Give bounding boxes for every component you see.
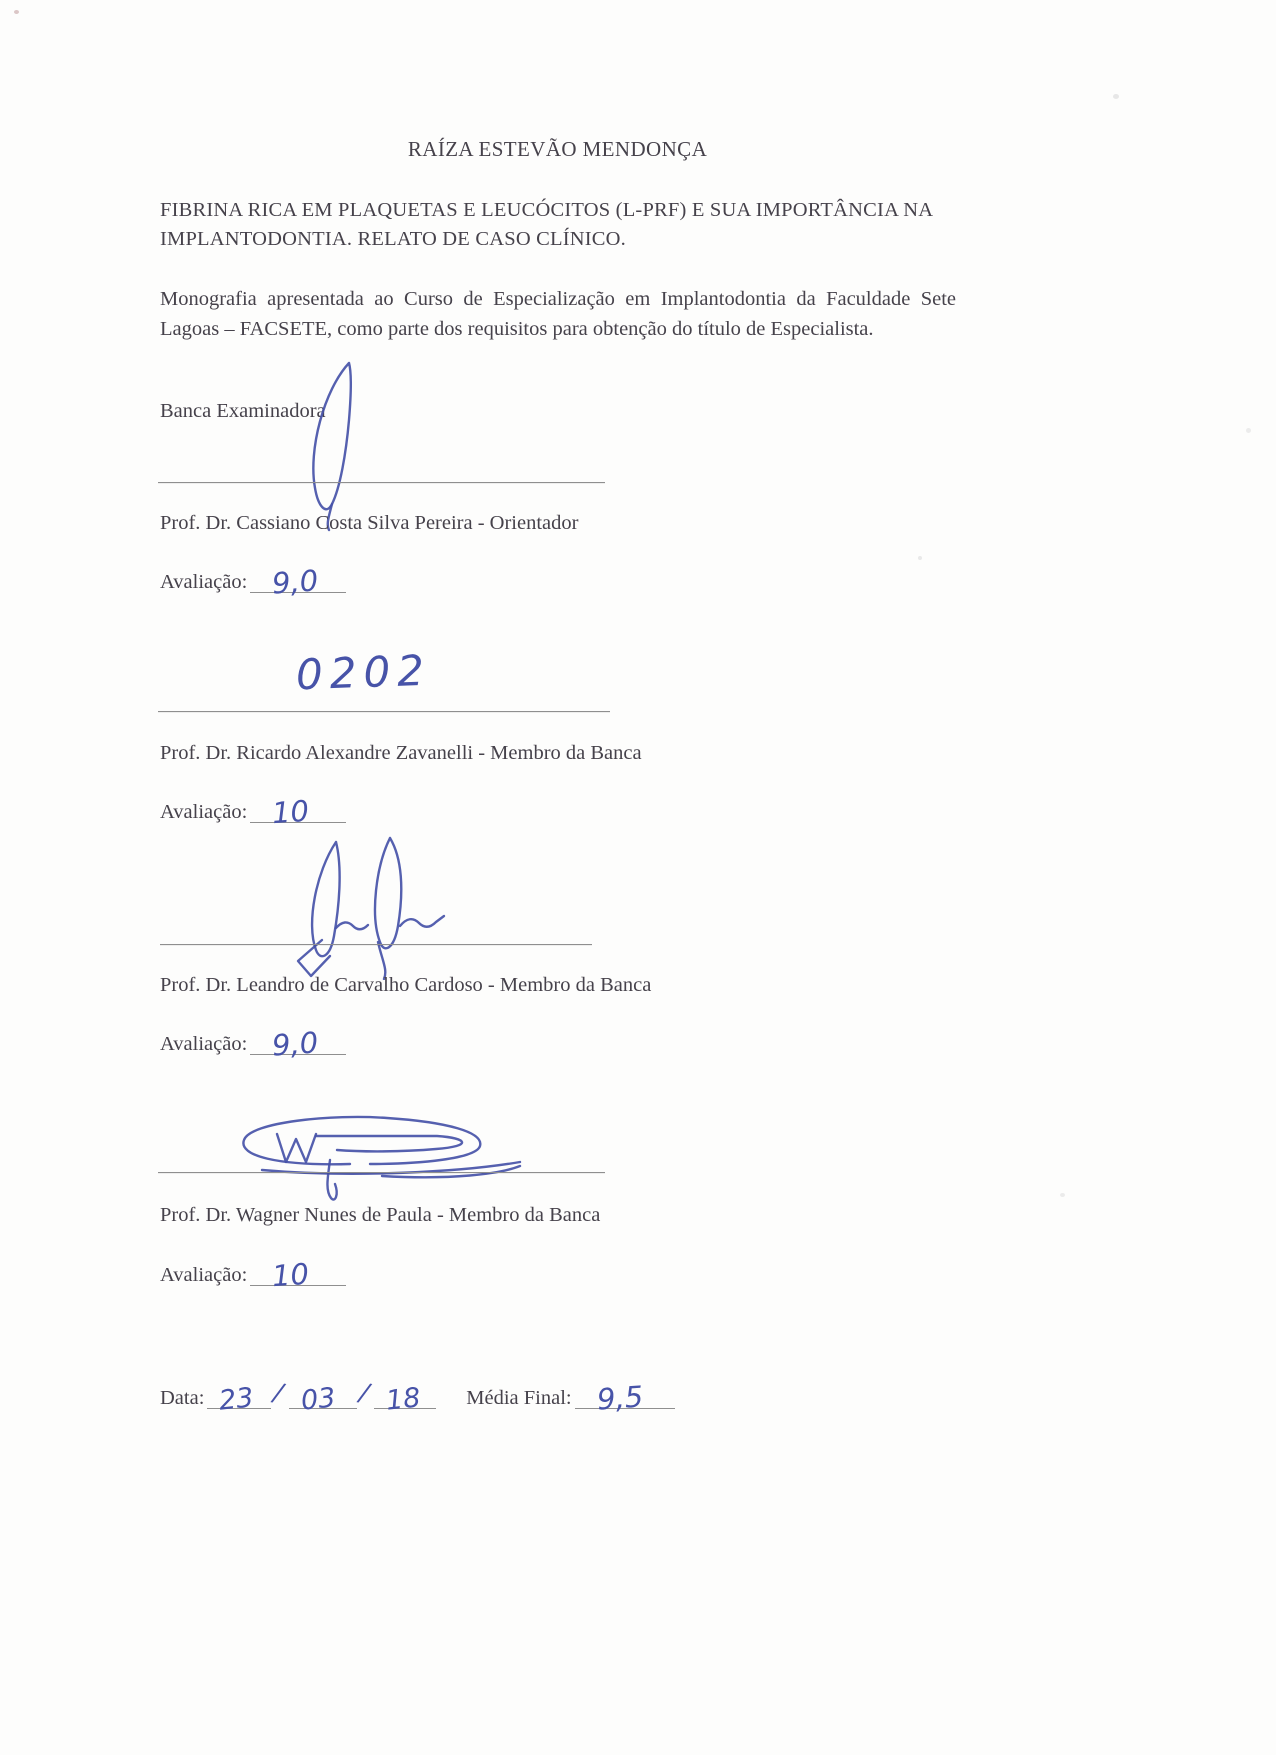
date-day-handwritten: 23 bbox=[217, 1382, 256, 1417]
thesis-title: FIBRINA RICA EM PLAQUETAS E LEUCÓCITOS (L-PRF) E SUA IMPORTÂNCIA NA IMPLANTODONTIA. RELATO DE CASO CLÍNICO. bbox=[160, 199, 933, 250]
evaluation-row-wagner bbox=[160, 1256, 346, 1294]
signature-line-zavanelli bbox=[158, 711, 610, 712]
scan-speck bbox=[14, 10, 19, 14]
date-month-handwritten: 03 bbox=[299, 1382, 337, 1417]
evaluation-label: Avaliação: bbox=[160, 571, 248, 593]
signature-line-wagner bbox=[158, 1172, 605, 1173]
evaluation-handwritten-grade: 9,0 bbox=[271, 563, 320, 601]
date-row bbox=[160, 1377, 675, 1417]
scan-speck bbox=[1060, 1193, 1065, 1197]
final-grade-handwritten: 9,5 bbox=[595, 1379, 644, 1417]
date-separator: / bbox=[357, 1377, 371, 1408]
signature-cassiano bbox=[302, 358, 382, 533]
scan-speck bbox=[1113, 94, 1119, 99]
evaluation-handwritten-grade: 10 bbox=[271, 1256, 311, 1294]
evaluation-blank-line bbox=[250, 1025, 346, 1063]
date-label: Data: bbox=[160, 1387, 205, 1409]
evaluation-blank-line bbox=[250, 1256, 346, 1294]
evaluation-label: Avaliação: bbox=[160, 1033, 248, 1055]
examiner-name-zavanelli: Prof. Dr. Ricardo Alexandre Zavanelli - Membro da Banca bbox=[160, 742, 642, 764]
evaluation-label: Avaliação: bbox=[160, 801, 248, 823]
examiner-name-leandro: Prof. Dr. Leandro de Carvalho Cardoso - Membro da Banca bbox=[160, 974, 652, 996]
evaluation-handwritten-grade: 10 bbox=[271, 793, 311, 831]
handwritten-note-zavanelli: 0202 bbox=[295, 645, 432, 700]
signature-line-cassiano bbox=[158, 482, 605, 483]
scan-speck bbox=[1246, 428, 1251, 433]
examiner-name-cassiano: Prof. Dr. Cassiano Costa Silva Pereira - Orientador bbox=[160, 512, 579, 534]
scan-speck bbox=[918, 556, 922, 560]
presentation-paragraph: Monografia apresentada ao Curso de Especialização em Implantodontia da Faculdade Sete Lagoas – FACSETE, como parte dos requisitos para obtenção do título de Especialista. bbox=[160, 288, 956, 340]
evaluation-handwritten-grade: 9,0 bbox=[271, 1025, 320, 1063]
evaluation-row-leandro bbox=[160, 1025, 346, 1063]
evaluation-label: Avaliação: bbox=[160, 1264, 248, 1286]
evaluation-blank-line bbox=[250, 793, 346, 831]
date-year-blank bbox=[374, 1382, 436, 1417]
date-day-blank bbox=[207, 1382, 271, 1417]
evaluation-row-zavanelli bbox=[160, 793, 346, 831]
signature-line-leandro bbox=[160, 944, 592, 945]
examiner-name-wagner: Prof. Dr. Wagner Nunes de Paula - Membro da Banca bbox=[160, 1204, 601, 1226]
evaluation-blank-line bbox=[250, 563, 346, 601]
final-grade-label: Média Final: bbox=[466, 1387, 572, 1409]
final-grade-blank bbox=[575, 1379, 675, 1417]
author-name: RAÍZA ESTEVÃO MENDONÇA bbox=[407, 137, 708, 161]
examining-board-label: Banca Examinadora bbox=[160, 400, 326, 422]
date-month-blank bbox=[289, 1382, 357, 1417]
evaluation-row-cassiano bbox=[160, 563, 346, 601]
signature-wagner bbox=[222, 1112, 522, 1204]
signature-leandro bbox=[278, 828, 453, 980]
date-year-handwritten: 18 bbox=[384, 1382, 423, 1417]
date-separator: / bbox=[271, 1377, 286, 1408]
